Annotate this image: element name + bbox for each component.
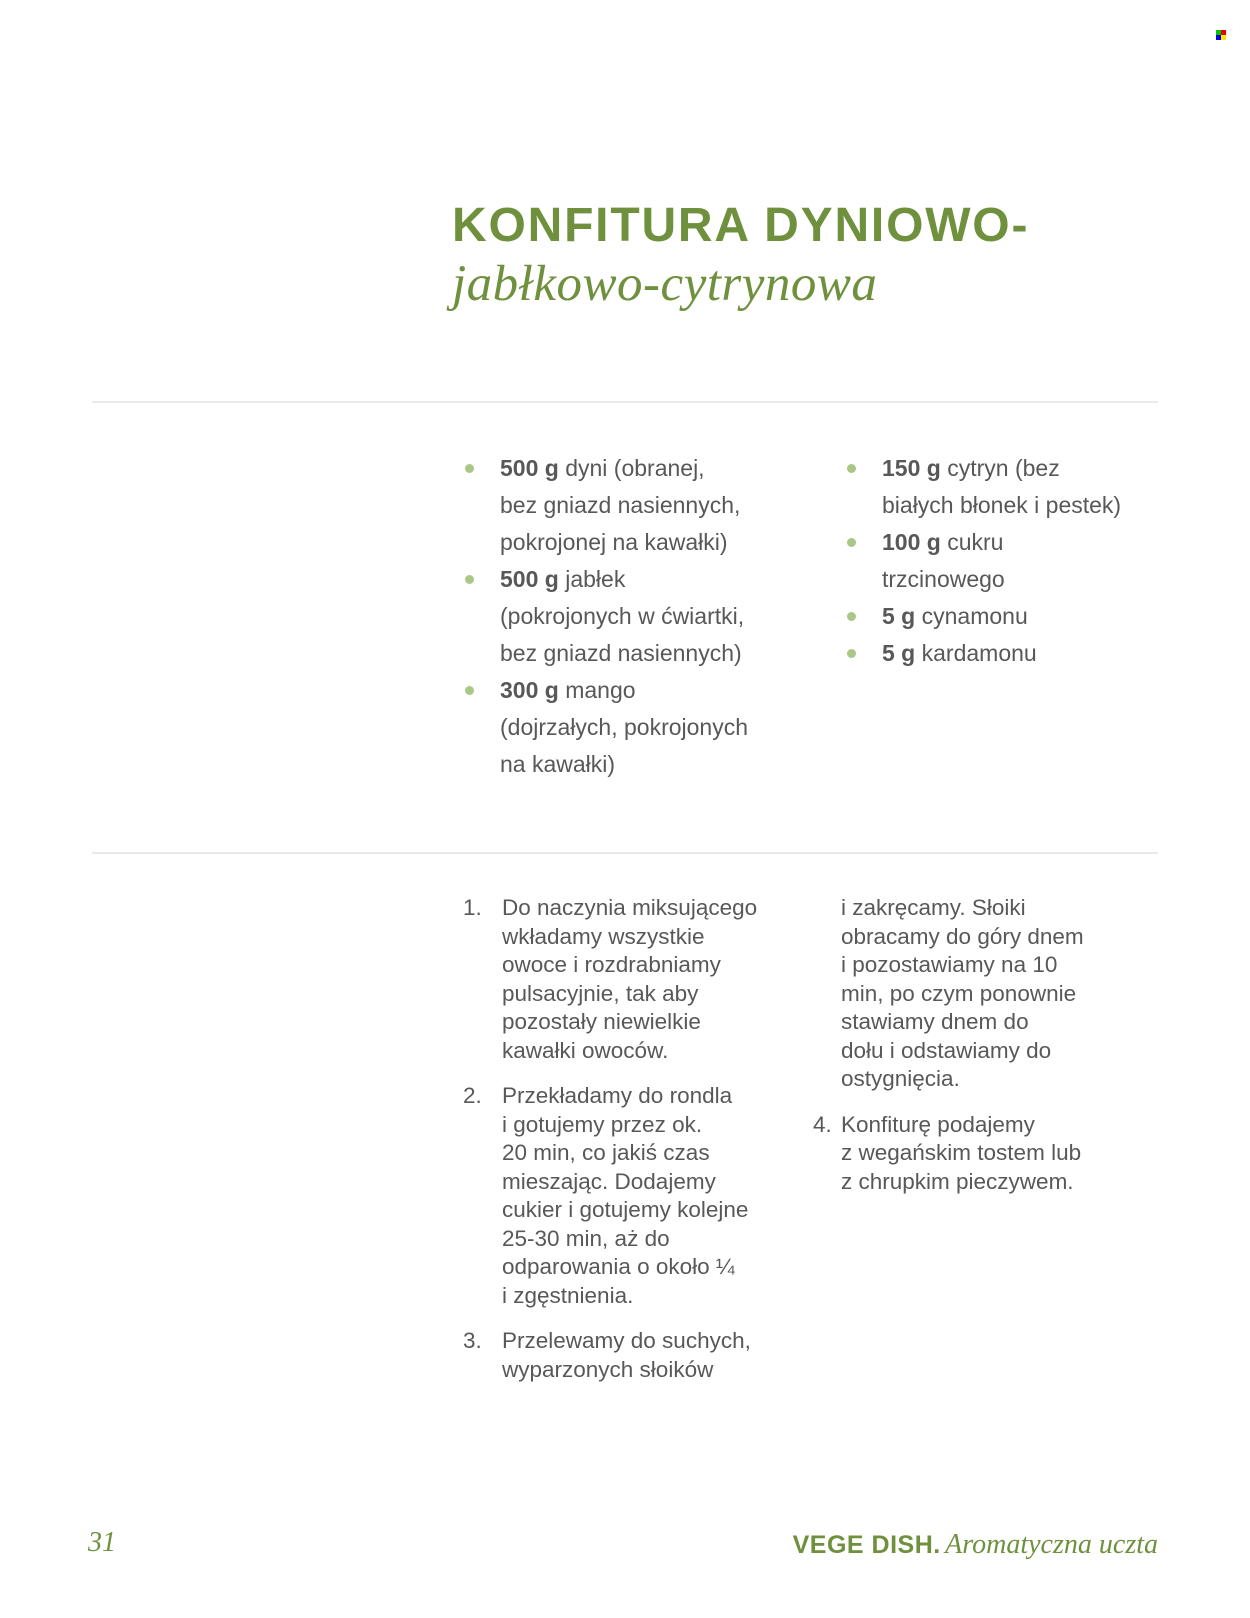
step-line: odparowania o około ¼ bbox=[502, 1254, 735, 1279]
step-line: mieszając. Dodajemy bbox=[502, 1168, 716, 1194]
step-line: Przekładamy do rondla bbox=[502, 1083, 733, 1108]
ingredient-item bbox=[842, 635, 1172, 672]
ingredient-line: pokrojonej na kawałki) bbox=[500, 529, 728, 555]
step-line: Konfiturę podajemy bbox=[841, 1111, 1035, 1137]
instruction-step bbox=[463, 1327, 808, 1384]
step-line: pozostały niewielkie bbox=[502, 1009, 701, 1034]
ingredient-line: białych błonek i pestek) bbox=[882, 492, 1122, 518]
ingredient-quantity: 500 g bbox=[500, 566, 559, 592]
step-line: wyparzonych słoików bbox=[502, 1356, 714, 1382]
step-line: dołu i odstawiamy do bbox=[841, 1037, 1052, 1063]
ingredient-line: 500 g dyni (obranej, bbox=[500, 455, 705, 481]
step-number: 2. bbox=[463, 1083, 482, 1108]
instruction-step bbox=[463, 1082, 808, 1310]
divider-top bbox=[92, 401, 1158, 403]
bullet-icon bbox=[847, 538, 856, 547]
step-line: kawałki owoców. bbox=[502, 1037, 669, 1063]
ingredient-item bbox=[842, 524, 1172, 598]
step-line: z chrupkim pieczywem. bbox=[841, 1168, 1074, 1194]
ingredient-line: 150 g cytryn (bez bbox=[882, 455, 1060, 481]
ingredient-line: (pokrojonych w ćwiartki, bbox=[500, 603, 745, 629]
step-line: i zakręcamy. Słoiki bbox=[841, 895, 1026, 920]
step-line: owoce i rozdrabniamy bbox=[502, 952, 721, 977]
step-line: ostygnięcia. bbox=[841, 1066, 960, 1091]
ingredient-item bbox=[460, 450, 800, 561]
color-square bbox=[1221, 35, 1226, 40]
ingredient-line: 5 g cynamonu bbox=[882, 603, 1028, 629]
bullet-icon bbox=[465, 464, 474, 473]
instructions-column-2 bbox=[803, 894, 1163, 1213]
instructions-column-1 bbox=[463, 894, 808, 1401]
ingredient-quantity: 300 g bbox=[500, 677, 559, 703]
bullet-icon bbox=[847, 612, 856, 621]
footer-brand: VEGE DISH. bbox=[792, 1531, 941, 1559]
instruction-step bbox=[803, 1111, 1163, 1197]
page-number: 31 bbox=[88, 1527, 116, 1558]
step-line: min, po czym ponownie bbox=[841, 980, 1077, 1006]
step-line: i pozostawiamy na 10 bbox=[841, 952, 1058, 977]
recipe-title-line1: KONFITURA DYNIOWO- bbox=[452, 199, 1030, 252]
ingredient-quantity: 500 g bbox=[500, 455, 559, 481]
instruction-step-continuation bbox=[803, 894, 1163, 1094]
step-line: obracamy do góry dnem bbox=[841, 923, 1084, 949]
divider-bottom bbox=[92, 852, 1158, 854]
step-number: 3. bbox=[463, 1328, 482, 1353]
ingredient-line: trzcinowego bbox=[882, 566, 1005, 592]
ingredient-line: na kawałki) bbox=[500, 751, 616, 777]
ingredient-line: bez gniazd nasiennych, bbox=[500, 492, 741, 518]
step-number: 1. bbox=[463, 895, 482, 920]
bullet-icon bbox=[847, 649, 856, 658]
ingredient-quantity: 5 g bbox=[882, 640, 916, 666]
ingredient-item bbox=[460, 561, 800, 672]
instruction-step bbox=[463, 894, 808, 1065]
step-line: Do naczynia miksującego bbox=[502, 895, 758, 920]
ingredient-item bbox=[842, 450, 1172, 524]
footer-tagline: Aromatyczna uczta bbox=[945, 1529, 1158, 1560]
ingredient-line: bez gniazd nasiennych) bbox=[500, 640, 742, 666]
step-line: i gotujemy przez ok. bbox=[502, 1111, 703, 1137]
ingredient-line: 5 g kardamonu bbox=[882, 640, 1037, 666]
step-line: 25-30 min, aż do bbox=[502, 1225, 670, 1251]
footer-brand-line bbox=[793, 1529, 1158, 1561]
step-line: stawiamy dnem do bbox=[841, 1009, 1029, 1034]
step-line: cukier i gotujemy kolejne bbox=[502, 1197, 749, 1222]
ingredient-item bbox=[842, 598, 1172, 635]
bullet-icon bbox=[465, 575, 474, 584]
bullet-icon bbox=[847, 464, 856, 473]
ingredients-column-2 bbox=[842, 450, 1172, 672]
ingredient-quantity: 150 g bbox=[882, 455, 941, 481]
ingredient-quantity: 5 g bbox=[882, 603, 916, 629]
ingredient-line: 500 g jabłek bbox=[500, 566, 626, 592]
step-line: wkładamy wszystkie bbox=[502, 923, 705, 949]
step-number: 4. bbox=[813, 1111, 832, 1137]
ingredient-line: 100 g cukru bbox=[882, 529, 1004, 555]
bullet-icon bbox=[465, 686, 474, 695]
recipe-title bbox=[452, 198, 1029, 314]
color-grid-mark-icon bbox=[1216, 30, 1226, 40]
recipe-title-line2: jabłkowo-cytrynowa bbox=[452, 256, 878, 312]
step-line: z wegańskim tostem lub bbox=[841, 1140, 1082, 1165]
step-line: i zgęstnienia. bbox=[502, 1282, 634, 1308]
ingredient-quantity: 100 g bbox=[882, 529, 941, 555]
step-line: 20 min, co jakiś czas bbox=[502, 1140, 710, 1165]
step-line: Przelewamy do suchych, bbox=[502, 1328, 751, 1353]
ingredient-line: (dojrzałych, pokrojonych bbox=[500, 714, 749, 740]
ingredients-column-1 bbox=[460, 450, 800, 783]
ingredient-line: 300 g mango bbox=[500, 677, 636, 703]
ingredient-item bbox=[460, 672, 800, 783]
step-line: pulsacyjnie, tak aby bbox=[502, 980, 699, 1006]
